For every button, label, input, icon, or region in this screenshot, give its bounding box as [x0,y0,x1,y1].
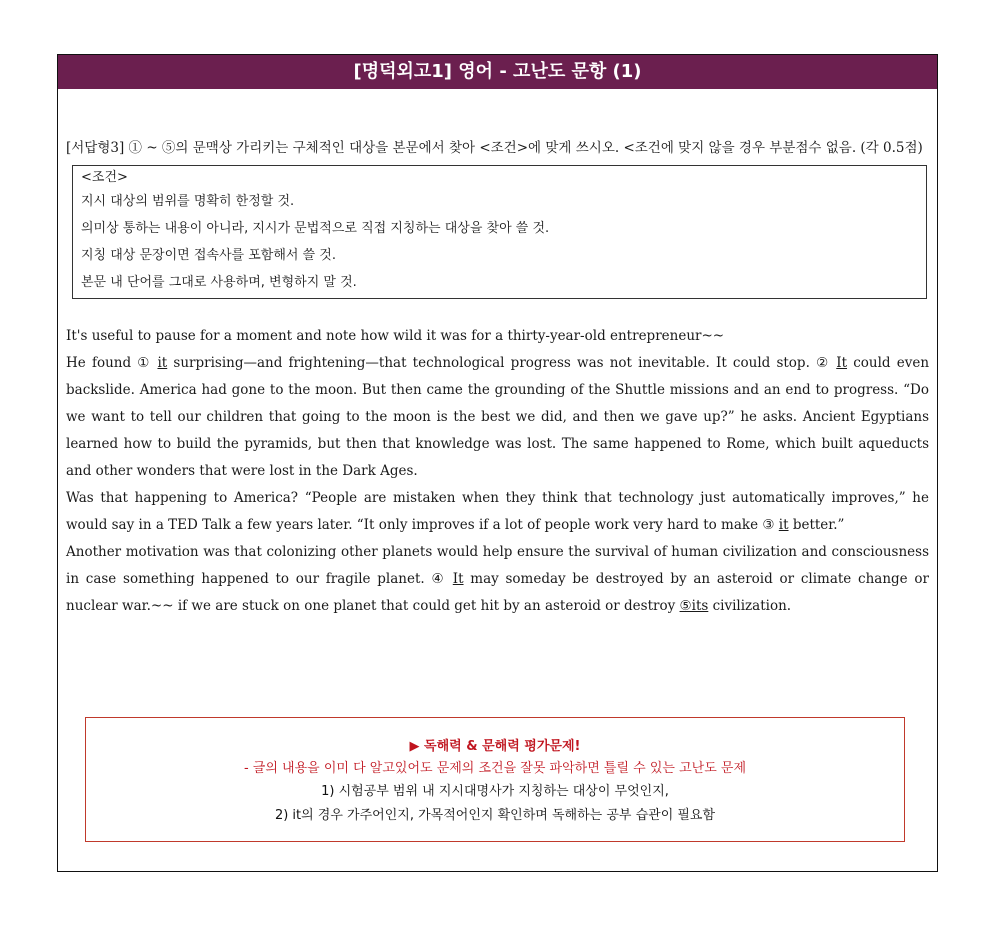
passage-text: He found [66,355,138,371]
passage-text: may someday be destroyed by an asteroid or climate change or nuclear war.~~ if we are stuck on one planet that could get hit by an asteroid or destroy [66,571,929,614]
conditions-box [72,165,927,299]
passage-paragraph-1: It's useful to pause for a moment and note how wild it was for a thirty-year-old entrepreneur~~ [66,328,725,344]
note-item-2: 2) it의 경우 가주어인지, 가목적어인지 확인하며 독해하는 공부 습관이 필요함 [274,808,716,823]
note-subheading: - 글의 내용을 이미 다 알고있어도 문제의 조건을 잘못 파악하면 틀릴 수 있는 고난도 문제 [243,761,747,776]
reading-passage [66,323,929,620]
passage-text: better.” [788,517,845,533]
marker-1: ① [137,355,152,371]
passage-text: Another motivation was that colonizing other planets would help ensure the survival of human civilization and consciousness in case something happened to our fragile planet. [66,544,929,587]
passage-text: Was that happening to America? “People are mistaken when they think that technology just automatically improves,” he would say in a TED Talk a few years later. “It only improves if a lot of people work very hard to make [66,490,929,533]
marker-4: ④ [431,571,447,587]
underlined-it-4: It [452,571,464,587]
underlined-it-2: It [836,355,848,371]
passage-paragraph-4 [66,539,929,620]
passage-text: civilization. [708,598,792,614]
question-text: [서답형3] ① ~ ⑤의 문맥상 가리키는 구체적인 대상을 본문에서 찾아 <조건>에 맞게 쓰시오. <조건에 맞지 않을 경우 부분점수 없음. (각 0.5점) [66,140,923,156]
page-title: [명덕외고1] 영어 - 고난도 문항 (1) [58,55,937,89]
condition-line: 본문 내 단어를 그대로 사용하며, 변형하지 말 것. [81,275,357,290]
conditions-header: <조건> [81,170,128,185]
note-item-1: 1) 시험공부 범위 내 지시대명사가 지칭하는 대상이 무엇인지, [321,784,669,799]
passage-text: could even backslide. America had gone to the moon. But then came the grounding of the Shuttle missions and an end to progress. “Do we want to tell our children that going to the moon is the best we did, and then we gave up?” he asks. Ancient Egyptians learned how to build the pyramids, but then that knowledge was lost. The same happened to Rome, which built aqueducts and other wonders that were lost in the Dark Ages. [66,355,930,479]
note-box [85,717,905,842]
note-heading: ▶ 독해력 & 문해력 평가문제! [409,739,581,754]
passage-paragraph-3 [66,485,929,539]
condition-line: 의미상 통하는 내용이 아니라, 지시가 문법적으로 직접 지칭하는 대상을 찾아 쓸 것. [81,221,550,236]
passage-paragraph-2 [66,350,929,485]
underlined-it-1: it [157,355,168,371]
document-frame [57,54,938,872]
condition-line: 지시 대상의 범위를 명확히 한정할 것. [81,194,295,209]
condition-line: 지칭 대상 문장이면 접속사를 포함해서 쓸 것. [81,248,336,263]
underlined-its-5: ⑤its [679,598,709,614]
question-content [66,135,929,620]
marker-3: ③ [762,517,775,533]
underlined-it-3: it [778,517,789,533]
marker-2: ② [816,355,831,371]
passage-text: surprising—and frightening—that technological progress was not inevitable. It could stop. [167,355,817,371]
